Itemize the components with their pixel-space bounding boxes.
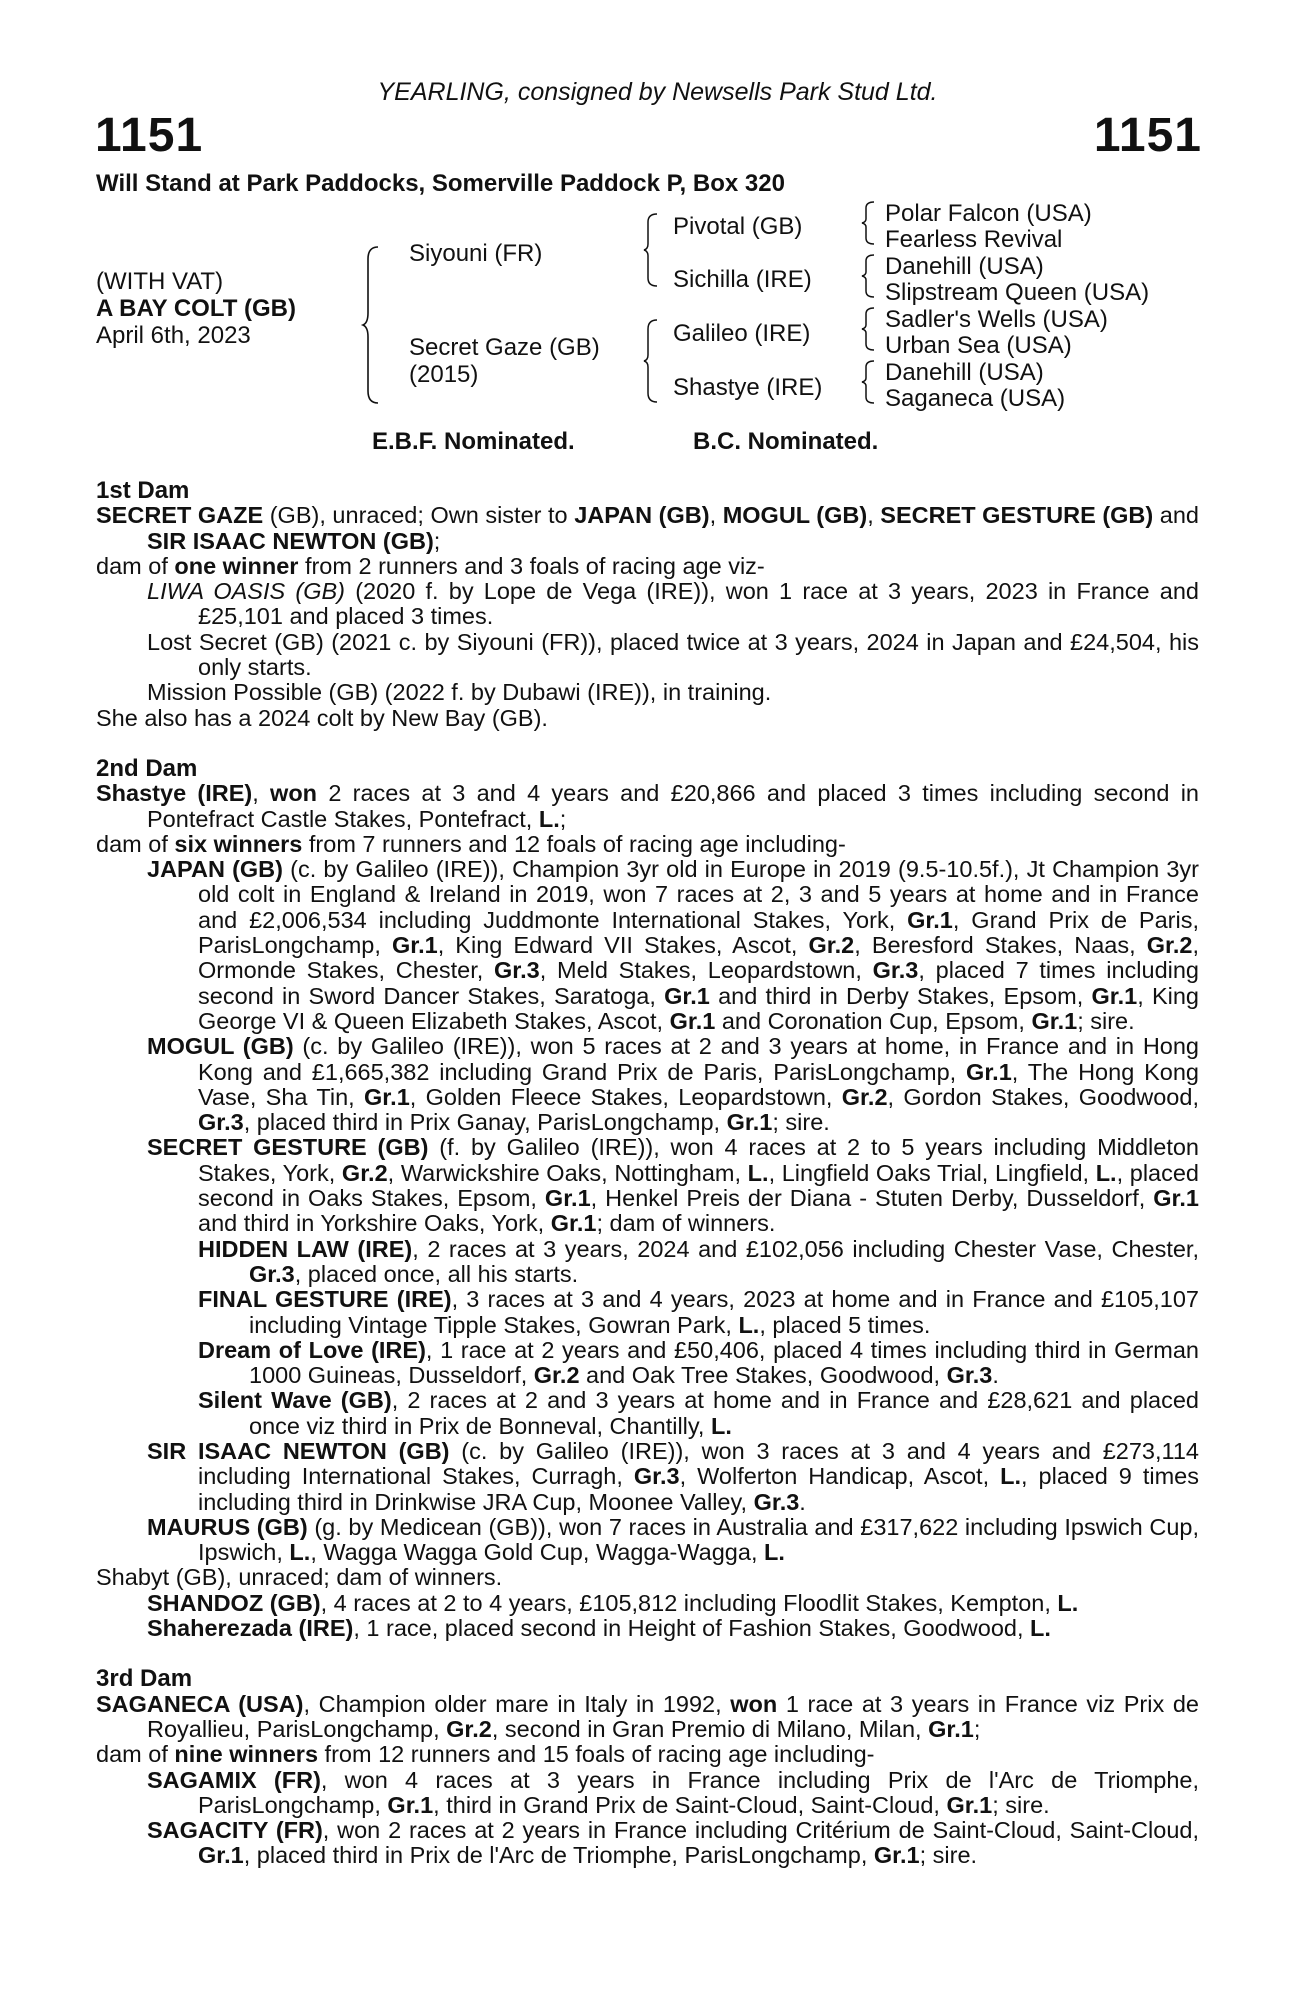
second-dam-progeny-japan: JAPAN (GB) (c. by Galileo (IRE)), Champion 3yr old in Europe in 2019 (9.5-10.5f.), Jt Champion 3yr old colt in England & Ireland in 2019, won 7 races at 2, 3 and 5 years at home and in France and £2,006,534 including Juddmonte International Stakes, York, Gr.1, Grand Prix de Paris, ParisLongchamp, Gr.1, King Edward VII Stakes, Ascot, Gr.2, Beresford Stakes, Naas, Gr.2, Ormonde Stakes, Chester, Gr.3, Meld Stakes, Leopardstown, Gr.3, placed 7 times including second in Sword Dancer Stakes, Saratoga, Gr.1 and third in Derby Stakes, Epsom, Gr.1, King George VI & Queen Elizabeth Stakes, Ascot, Gr.1 and Coronation Cup, Epsom, Gr.1; sire. (147, 856, 1200, 1034)
consignment-line: YEARLING, consigned by Newsells Park Stud Ltd. (377, 78, 938, 106)
first-dam-progeny-3: Mission Possible (GB) (2022 f. by Dubawi (IRE)), in training. (147, 679, 772, 706)
pedigree-g3-7: Danehill (USA) (885, 359, 1044, 386)
second-dam-progeny-mogul: MOGUL (GB) (c. by Galileo (IRE)), won 5 races at 2 and 3 years at home, in France and in Hong Kong and £1,665,382 including Grand Prix de Paris, ParisLongchamp, Gr.1, The Hong Kong Vase, Sha Tin, Gr.1, Golden Fleece Stakes, Leopardstown, Gr.2, Gordon Stakes, Goodwood, Gr.3, placed third in Prix Ganay, ParisLongchamp, Gr.1; sire. (147, 1033, 1200, 1136)
shabyt-progeny-2: Shaherezada (IRE), 1 race, placed second in Height of Fashion Stakes, Goodwood, L. (147, 1615, 1051, 1642)
pedigree-g3-8: Saganeca (USA) (885, 385, 1066, 412)
pedigree-brace-sire (643, 212, 661, 288)
pedigree-g3-4: Slipstream Queen (USA) (885, 279, 1150, 306)
first-dam-progeny-1: LIWA OASIS (GB) (2020 f. by Lope de Vega (IRE)), won 1 race at 3 years, 2023 in France and £25,101 and placed 3 times. (147, 578, 1199, 630)
pedigree-sire-dam: Sichilla (IRE) (673, 266, 812, 293)
first-dam-summary: dam of one winner from 2 runners and 3 foals of racing age viz- (96, 552, 765, 579)
third-dam-heading: 3rd Dam (96, 1665, 193, 1693)
secret-gesture-progeny-3: Dream of Love (IRE), 1 race at 2 years and £50,406, placed 4 times including third in German 1000 Guineas, Dusseldorf, Gr.2 and Oak Tree Stakes, Goodwood, Gr.3. (198, 1336, 1199, 1389)
third-dam-intro: SAGANECA (USA), Champion older mare in Italy in 1992, won 1 race at 3 years in France viz Prix de Royallieu, ParisLongchamp, Gr.2, second in Gran Premio di Milano, Milan, Gr.1; (96, 1690, 1199, 1742)
second-dam-heading: 2nd Dam (96, 754, 198, 782)
pedigree-brace-main (362, 245, 382, 405)
horse-name: A BAY COLT (GB) (96, 295, 297, 322)
third-dam-summary: dam of nine winners from 12 runners and 15 foals of racing age including- (96, 1741, 875, 1768)
pedigree-dam-dam: Shastye (IRE) (673, 374, 823, 401)
pedigree-brace-dam (643, 318, 661, 404)
pedigree-g3-5: Sadler's Wells (USA) (885, 306, 1108, 333)
second-dam-progeny-secret-gesture: SECRET GESTURE (GB) (f. by Galileo (IRE)), won 4 races at 2 to 5 years including Middleton Stakes, York, Gr.2, Warwickshire Oaks, Nottingham, L., Lingfield Oaks Trial, Lingfield, L., placed second in Oaks Stakes, Epsom, Gr.1, Henkel Preis der Diana - Stuten Derby, Dusseldorf, Gr.1 and third in Yorkshire Oaks, York, Gr.1; dam of winners. (147, 1134, 1199, 1237)
pedigree-brace-g3-2 (861, 253, 877, 299)
foaling-date: April 6th, 2023 (96, 322, 251, 349)
pedigree-g3-6: Urban Sea (USA) (885, 332, 1072, 359)
pedigree-g3-3: Danehill (USA) (885, 253, 1044, 280)
secret-gesture-progeny-1: HIDDEN LAW (IRE), 2 races at 3 years, 2024 and £102,056 including Chester Vase, Chester, Gr.3, placed once, all his starts. (198, 1235, 1199, 1287)
second-dam-shabyt: Shabyt (GB), unraced; dam of winners. (96, 1564, 503, 1591)
first-dam-heading: 1st Dam (96, 477, 190, 504)
pedigree-dam: Secret Gaze (GB) (409, 334, 600, 361)
lot-number-right: 1151 (1093, 109, 1202, 162)
second-dam-progeny-maurus: MAURUS (GB) (g. by Medicean (GB)), won 7 races in Australia and £317,622 including Ipswich Cup, Ipswich, L., Wagga Wagga Gold Cup, Wagga-Wagga, L. (147, 1513, 1199, 1566)
second-dam-intro: Shastye (IRE), won 2 races at 3 and 4 years and £20,866 and placed 3 times including second in Pontefract Castle Stakes, Pontefract, L.; (96, 780, 1199, 832)
pedigree-dam-year: (2015) (409, 361, 479, 388)
stabling-location: Will Stand at Park Paddocks, Somerville Paddock P, Box 320 (96, 170, 785, 197)
second-dam-progeny-sir-isaac-newton: SIR ISAAC NEWTON (GB) (c. by Galileo (IRE)), won 3 races at 3 and 4 years and £273,114 including International Stakes, Curragh, Gr.3, Wolferton Handicap, Ascot, L., placed 9 times including third in Drinkwise JRA Cup, Moonee Valley, Gr.3. (147, 1437, 1199, 1515)
pedigree-sire: Siyouni (FR) (409, 240, 543, 267)
secret-gesture-progeny-4: Silent Wave (GB), 2 races at 2 and 3 years at home and in France and £28,621 and placed once viz third in Prix de Bonneval, Chantilly, L. (198, 1387, 1199, 1439)
pedigree-brace-g3-4 (861, 359, 877, 405)
first-dam-closing: She also has a 2024 colt by New Bay (GB). (96, 704, 548, 731)
pedigree-g3-2: Fearless Revival (885, 226, 1063, 253)
catalogue-body (96, 478, 1199, 1869)
third-dam-progeny-sagamix: SAGAMIX (FR), won 4 races at 3 years in France including Prix de l'Arc de Triomphe, ParisLongchamp, Gr.1, third in Grand Prix de Saint-Cloud, Saint-Cloud, Gr.1; sire. (147, 1766, 1199, 1818)
ebf-nomination: E.B.F. Nominated. (372, 428, 575, 455)
lot-number-left: 1151 (95, 109, 204, 162)
pedigree-g3-1: Polar Falcon (USA) (885, 200, 1092, 227)
shabyt-progeny-1: SHANDOZ (GB), 4 races at 2 to 4 years, £105,812 including Floodlit Stakes, Kempton, L. (147, 1589, 1079, 1616)
first-dam-progeny-2: Lost Secret (GB) (2021 c. by Siyouni (FR)), placed twice at 3 years, 2024 in Japan and £24,504, his only starts. (147, 628, 1199, 681)
first-dam-intro: SECRET GAZE (GB), unraced; Own sister to JAPAN (GB), MOGUL (GB), SECRET GESTURE (GB) and SIR ISAAC NEWTON (GB); (96, 502, 1200, 554)
pedigree-brace-g3-3 (861, 306, 877, 352)
pedigree-dam-sire: Galileo (IRE) (673, 320, 811, 347)
second-dam-summary: dam of six winners from 7 runners and 12 foals of racing age including- (96, 830, 846, 857)
vat-note: (WITH VAT) (96, 268, 224, 295)
secret-gesture-progeny-2: FINAL GESTURE (IRE), 3 races at 3 and 4 years, 2023 at home and in France and £105,107 including Vintage Tipple Stakes, Gowran Park, L., placed 5 times. (198, 1286, 1199, 1338)
bc-nomination: B.C. Nominated. (693, 428, 879, 455)
pedigree-sire-sire: Pivotal (GB) (673, 213, 803, 240)
pedigree-brace-g3-1 (861, 200, 877, 246)
third-dam-progeny-sagacity: SAGACITY (FR), won 2 races at 2 years in France including Critérium de Saint-Cloud, Saint-Cloud, Gr.1, placed third in Prix de l'Arc de Triomphe, ParisLongchamp, Gr.1; sire. (147, 1817, 1199, 1869)
